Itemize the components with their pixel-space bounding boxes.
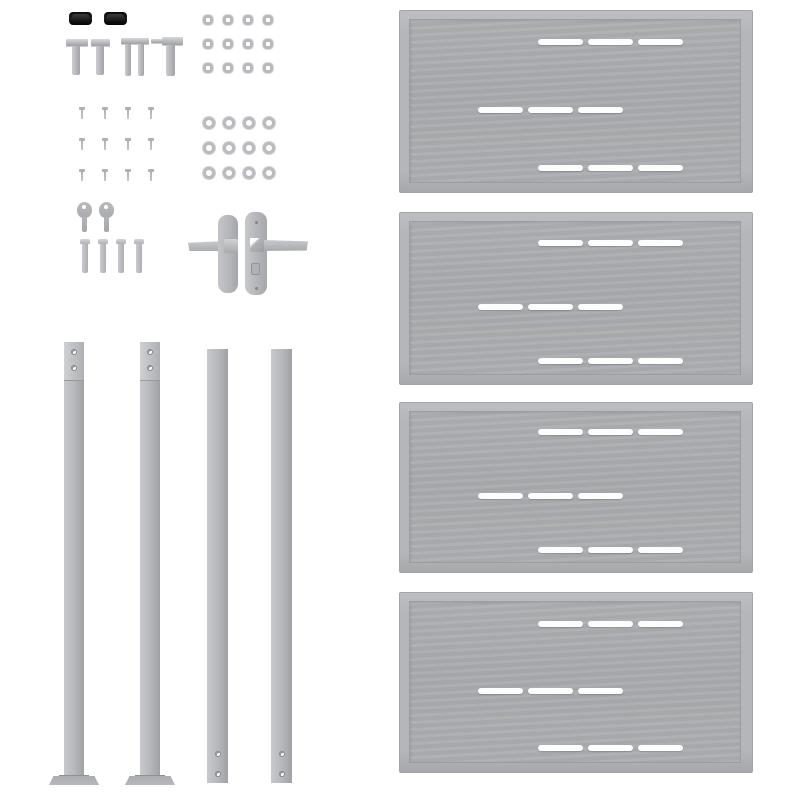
hex-nut (243, 15, 253, 25)
flat-bar (271, 349, 292, 783)
screw-shaft (104, 110, 106, 119)
slot-row-middle (478, 107, 623, 113)
hex-nut (243, 39, 253, 49)
bolt-shaft (100, 244, 106, 273)
small-screw (125, 107, 131, 119)
left-handle-neck (224, 239, 238, 253)
hex-nut (223, 39, 233, 49)
ventilation-slot (538, 165, 583, 171)
ventilation-slot (538, 39, 583, 45)
post-shaft (64, 342, 84, 776)
hex-nut (203, 39, 213, 49)
small-screw (102, 107, 108, 119)
long-bolt (98, 239, 108, 273)
long-bolt (80, 239, 90, 273)
bolt-hole (215, 771, 221, 777)
ventilation-slot (538, 745, 583, 751)
washer (203, 142, 215, 154)
hex-nut (203, 15, 213, 25)
slot-row-middle (478, 688, 623, 694)
washer (243, 142, 255, 154)
post-shaft (207, 349, 228, 783)
t-bolt-shaft (125, 44, 131, 76)
gate-panel (399, 402, 753, 573)
key-shaft (82, 217, 87, 232)
small-screw (148, 138, 154, 150)
ventilation-slot (578, 493, 623, 499)
hex-nut (263, 15, 273, 25)
ventilation-slot (638, 358, 683, 364)
slot-row-top (538, 429, 683, 435)
t-bolt-head-single (66, 39, 88, 46)
ventilation-slot (478, 688, 523, 694)
key-head (77, 202, 92, 218)
ventilation-slot (588, 745, 633, 751)
ventilation-slot (538, 240, 583, 246)
t-bolt-shaft (138, 44, 144, 76)
ventilation-slot (528, 688, 573, 694)
screw-shaft (104, 172, 106, 181)
hex-nuts-grid (203, 15, 273, 73)
ventilation-slot (638, 429, 683, 435)
small-screw (125, 169, 131, 181)
slot-row-top (538, 240, 683, 246)
bolt-hole (71, 349, 77, 355)
bolt-hole (147, 365, 153, 371)
small-screw (79, 169, 85, 181)
ventilation-slot (478, 493, 523, 499)
slot-row-bottom (538, 165, 683, 171)
t-bolt-head-single (91, 39, 110, 46)
hex-nut (203, 63, 213, 73)
key (77, 202, 93, 233)
long-bolt (134, 239, 144, 273)
screw-shaft (127, 172, 129, 181)
post-shaft (140, 342, 160, 776)
t-bolt-shaft (72, 46, 80, 75)
base-plate (49, 776, 99, 785)
ventilation-slot (638, 547, 683, 553)
ventilation-slot (538, 621, 583, 627)
ventilation-slot (588, 621, 633, 627)
ventilation-slot (528, 304, 573, 310)
plastic-cap (69, 12, 92, 25)
t-bolt-head-long-head (162, 37, 183, 45)
handle-screw-icon (255, 221, 258, 224)
bolt-hole (279, 771, 285, 777)
gate-panel (399, 212, 753, 385)
post-connector-plate (140, 342, 160, 381)
long-bolts-group (80, 239, 144, 273)
bolt-shaft (118, 244, 124, 273)
slot-row-middle (478, 493, 623, 499)
screw-shaft (127, 141, 129, 150)
washer (203, 167, 215, 179)
ventilation-slot (578, 688, 623, 694)
t-bolt-shaft (96, 46, 104, 75)
right-handle-lever (263, 240, 308, 251)
small-screw (102, 169, 108, 181)
screw-shaft (127, 110, 129, 119)
ventilation-slot (528, 107, 573, 113)
washer (263, 142, 275, 154)
base-plate (125, 776, 175, 785)
ventilation-slot (578, 107, 623, 113)
hex-nut (223, 15, 233, 25)
ventilation-slot (588, 39, 633, 45)
bolt-hole (215, 751, 221, 757)
slot-row-middle (478, 304, 623, 310)
right-handle-backplate (245, 212, 267, 295)
small-screw (148, 107, 154, 119)
gate-panel (399, 592, 753, 773)
ventilation-slot (638, 240, 683, 246)
ventilation-slot (588, 240, 633, 246)
slot-row-bottom (538, 745, 683, 751)
handle-screw-icon (255, 287, 258, 290)
small-screw (79, 138, 85, 150)
bolt-hole (279, 751, 285, 757)
screw-shaft (150, 110, 152, 119)
ventilation-slot (538, 547, 583, 553)
bolt-hole (71, 365, 77, 371)
ventilation-slot (638, 165, 683, 171)
ventilation-slot (538, 429, 583, 435)
ventilation-slot (578, 304, 623, 310)
ventilation-slot (588, 358, 633, 364)
washer (223, 167, 235, 179)
slot-row-top (538, 621, 683, 627)
screw-shaft (81, 141, 83, 150)
keyhole-icon (251, 263, 260, 275)
small-screws-grid (79, 107, 154, 181)
screw-shaft (150, 141, 152, 150)
ventilation-slot (478, 304, 523, 310)
post-with-base-plate (64, 342, 84, 785)
small-screw (102, 138, 108, 150)
plastic-caps-group (69, 12, 127, 25)
ventilation-slot (538, 358, 583, 364)
key-shaft (104, 217, 109, 232)
hex-nut (263, 39, 273, 49)
post-shaft (271, 349, 292, 783)
washer (223, 117, 235, 129)
small-screw (148, 169, 154, 181)
ventilation-slot (478, 107, 523, 113)
small-screw (125, 138, 131, 150)
gate-panel (399, 10, 753, 193)
ventilation-slot (638, 745, 683, 751)
slot-row-bottom (538, 547, 683, 553)
washer (243, 167, 255, 179)
t-bolt-shaft (166, 45, 175, 76)
screw-shaft (81, 110, 83, 119)
keys-group (77, 202, 115, 233)
screw-shaft (104, 141, 106, 150)
plastic-cap (104, 12, 127, 25)
slot-row-top (538, 39, 683, 45)
washer (223, 142, 235, 154)
hex-nut (263, 63, 273, 73)
small-screw (79, 107, 85, 119)
post-connector-plate (64, 342, 84, 381)
ventilation-slot (638, 39, 683, 45)
screw-shaft (81, 172, 83, 181)
key-head (99, 202, 114, 218)
ventilation-slot (638, 621, 683, 627)
ventilation-slot (588, 165, 633, 171)
long-bolt (116, 239, 126, 273)
screw-shaft (150, 172, 152, 181)
key (99, 202, 115, 233)
washers-grid (203, 117, 275, 179)
slot-row-bottom (538, 358, 683, 364)
washer (263, 167, 275, 179)
post-with-base-plate (140, 342, 160, 785)
washer (243, 117, 255, 129)
washer (203, 117, 215, 129)
bolt-shaft (136, 244, 142, 273)
washer (263, 117, 275, 129)
bolt-hole (147, 349, 153, 355)
hex-nut (243, 63, 253, 73)
ventilation-slot (588, 547, 633, 553)
flat-bar (207, 349, 228, 783)
bolt-shaft (82, 244, 88, 273)
ventilation-slot (588, 429, 633, 435)
ventilation-slot (528, 493, 573, 499)
hex-nut (223, 63, 233, 73)
left-handle-backplate (218, 215, 238, 293)
